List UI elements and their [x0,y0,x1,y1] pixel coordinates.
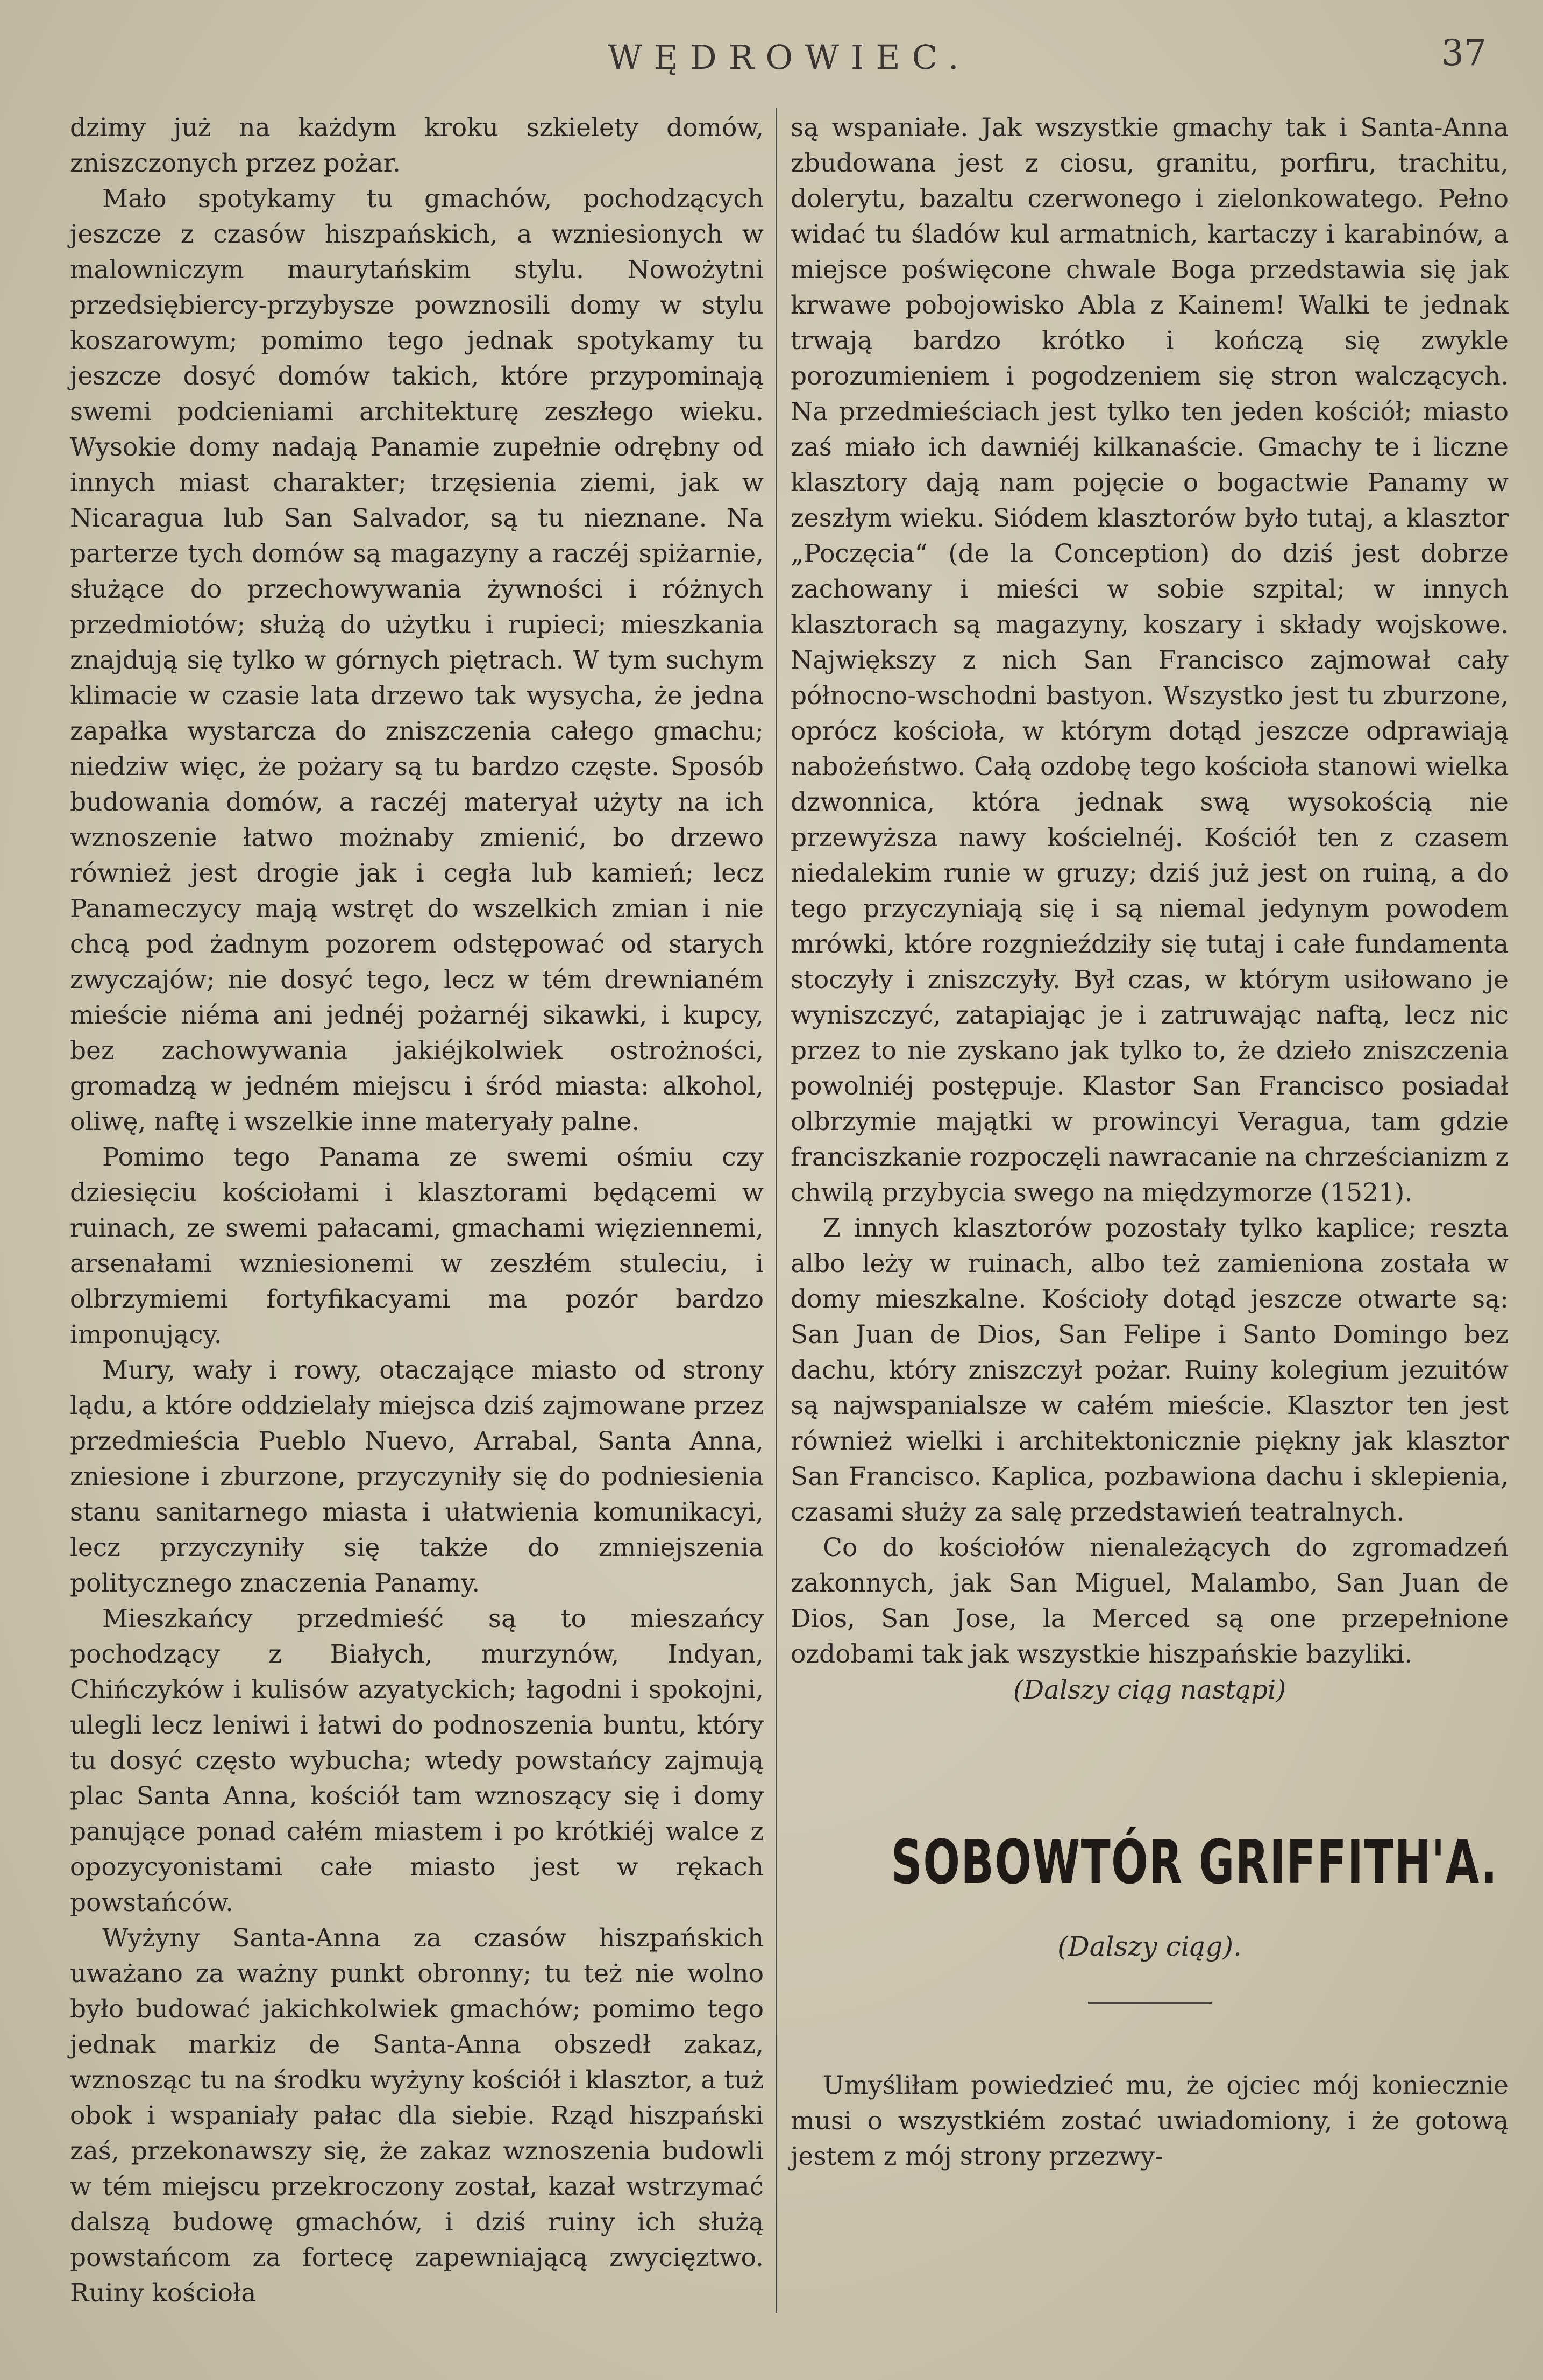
paragraph: Mało spotykamy tu gmachów, pochodzących jeszcze z czasów hiszpańskich, a wzniesionych w malowniczym maurytańskim stylu. Nowożytni przedsiębiercy-przybysze powznosili domy w stylu koszarowym; pomimo tego jednak spotykamy tu jeszcze dosyć domów takich, które przypominają swemi podcieniami architekturę zeszłego wieku. Wysokie domy nadają Panamie zupełnie odrębny od innych miast charakter; trzęsienia ziemi, jak w Nicaragua lub San Salvador, są tu nieznane. Na parterze tych domów są magazyny a raczéj spiżarnie, służące do przechowywania żywności i różnych przedmiotów; służą do użytku i rupieci; mieszkania znajdują się tylko w górnych piętrach. W tym suchym klimacie w czasie lata drzewo tak wysycha, że jedna zapałka wystarcza do zniszczenia całego gmachu; niedziw więc, że pożary są tu bardzo częste. Sposób budowania domów, a raczéj materyał użyty na ich wznoszenie łatwo możnaby zmienić, bo drzewo również jest drogie jak i cegła lub kamień; lecz Panameczycy mają wstręt do wszelkich zmian i nie chcą pod żadnym pozorem odstępować od starych zwyczajów; nie dosyć tego, lecz w tém drewnianém mieście niéma ani jednéj pożarnéj sikawki, i kupcy, bez zachowywania jakiéjkolwiek ostrożności, gromadzą w jedném miejscu i śród miasta: alkohol, oliwę, naftę i wszelkie inne materyały palne. [70,184,764,1136]
page-number: 37 [1441,32,1487,74]
paragraph: Pomimo tego Panama ze swemi ośmiu czy dziesięciu kościołami i klasztorami będącemi w ruinach, ze swemi pałacami, gmachami więziennemi, arsenałami wzniesionemi w zeszłém stuleciu, i olbrzymiemi fortyfikacyami ma pozór bardzo imponujący. [70,1142,764,1349]
paragraph: są wspaniałe. Jak wszystkie gmachy tak i Santa-Anna zbudowana jest z ciosu, granitu, porfiru, trachitu, dolerytu, bazaltu czerwonego i zielonkowatego. Pełno widać tu śladów kul armatnich, kartaczy i karabinów, a miejsce poświęcone chwale Boga przedstawia się jak krwawe pobojowisko Abla z Kainem! Walki te jednak trwają bardzo krótko i kończą się zwykle porozumieniem i pogodzeniem się stron walczących. Na przedmieściach jest tylko ten jeden kościół; miasto zaś miało ich dawniéj kilkanaście. Gmachy te i liczne klasztory dają nam pojęcie o bogactwie Panamy w zeszłym wieku. Siódem klasztorów było tutaj, a klasztor „Poczęcia“ (de la Conception) do dziś jest dobrze zachowany i mieści w sobie szpital; w innych klasztorach są magazyny, koszary i składy wojskowe. Największy z nich San Francisco zajmował cały północno-wschodni bastyon. Wszystko jest tu zburzone, oprócz kościoła, w którym dotąd jeszcze odprawiają nabożeństwo. Całą ozdobę tego kościoła stanowi wielka dzwonnica, która jednak swą wysokością nie przewyższa nawy kościelnéj. Kościół ten z czasem niedalekim runie w gruzy; dziś już jest on ruiną, a do tego przyczyniają się i są niemal jedynym powodem mrówki, które rozgnieździły się tutaj i całe fundamenta stoczyły i zniszczyły. Był czas, w którym usiłowano je wyniszczyć, zatapiając je i zatruwając naftą, lecz nic przez to nie zyskano jak tylko to, że dzieło zniszczenia powolniéj postępuje. Klastor San Francisco posiadał olbrzymie majątki w prowincyi Veragua, tam gdzie franciszkanie rozpoczęli nawracanie na chrześcianizm z chwilą przybycia swego na międzymorze (1521). [791,113,1509,1207]
running-title: WĘDROWIEC. [608,38,971,77]
continuation-note: (Dalszy ciąg nastąpi) [1013,1675,1286,1705]
paragraph: Wyżyny Santa-Anna za czasów hiszpańskich uważano za ważny punkt obronny; tu też nie wolno było budować jakichkolwiek gmachów; pomimo tego jednak markiz de Santa-Anna obszedł zakaz, wznosząc tu na środku wyżyny kościół i klasztor, a tuż obok i wspaniały pałac dla siebie. Rząd hiszpański zaś, przekonawszy się, że zakaz wznoszenia budowli w tém miejscu przekroczony został, kazał wstrzymać dalszą budowę gmachów, i dziś ruiny ich służą powstańcom za fortecę zapewniającą zwycięztwo. Ruiny kościoła [70,1923,764,2308]
story-rule [1088,2002,1212,2004]
paragraph: Mieszkańcy przedmieść są to mieszańcy pochodzący z Białych, murzynów, Indyan, Chińczyków i kulisów azyatyckich; łagodni i spokojni, ulegli lecz leniwi i łatwi do podnoszenia buntu, który tu dosyć często wybucha; wtedy powstańcy zajmują plac Santa Anna, kościół tam wznoszący się i domy panujące ponad całém miastem i po krótkiéj walce z opozycyonistami całe miasto jest w rękach powstańców. [70,1604,764,1917]
column-divider [776,108,777,2313]
paragraph: Z innych klasztorów pozostały tylko kaplice; reszta albo leży w ruinach, albo też zamieniona została w domy mieszkalne. Kościoły dotąd jeszcze otwarte są: San Juan de Dios, San Felipe i Santo Domingo bez dachu, który zniszczył pożar. Ruiny kolegium jezuitów są najwspanialsze w całém mieście. Klasztor ten jest również wielki i architektonicznie piękny jak klasztor San Francisco. Kaplica, pozbawiona dachu i sklepienia, czasami służy za salę przedstawień teatralnych. [791,1213,1509,1527]
left-column [70,110,764,2337]
story-opening-paragraph: Umyśliłam powiedzieć mu, że ojciec mój koniecznie musi o wszystkiém zostać uwiadomiony, i że gotową jestem z mój strony przezwy- [791,2071,1509,2171]
paragraph: Mury, wały i rowy, otaczające miasto od strony lądu, a które oddzielały miejsca dziś zajmowane przez przedmieścia Pueblo Nuevo, Arrabal, Santa Anna, zniesione i zburzone, przyczyniły się do podniesienia stanu sanitarnego miasta i ułatwienia komunikacyi, lecz przyczyniły się także do zmniejszenia politycznego znaczenia Panamy. [70,1355,764,1598]
page-header [0,32,1543,91]
paragraph: dzimy już na każdym kroku szkielety domów, zniszczonych przez pożar. [70,113,764,178]
story-subtitle: (Dalszy ciąg). [1057,1931,1242,1962]
story-title: SOBOWTÓR GRIFFITH'A. [891,1828,1498,1898]
right-column [791,110,1509,2337]
paragraph: Co do kościołów nienależących do zgromadzeń zakonnych, jak San Miguel, Malambo, San Juan de Dios, San Jose, la Merced są one przepełnione ozdobami tak jak wszystkie hiszpańskie bazyliki. [791,1533,1509,1669]
